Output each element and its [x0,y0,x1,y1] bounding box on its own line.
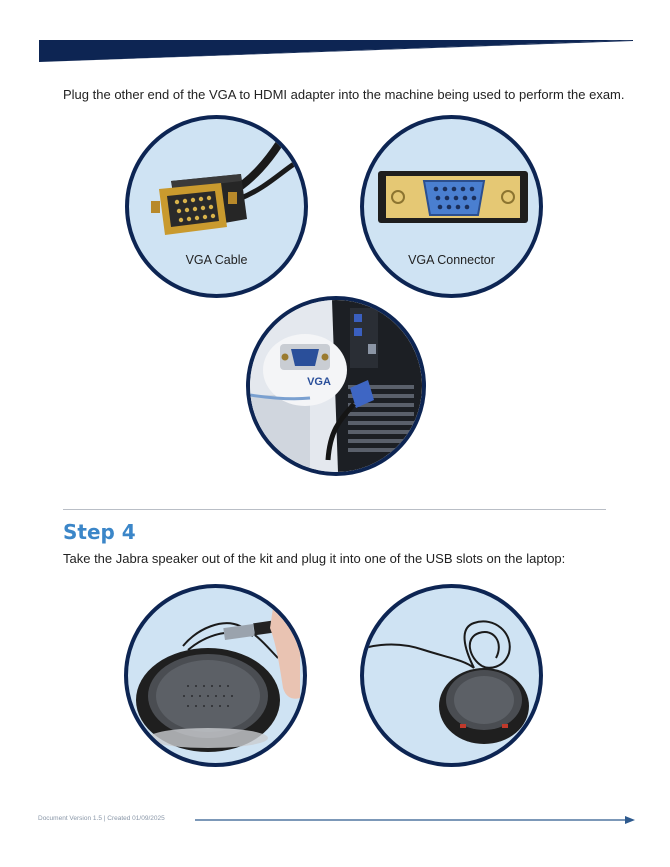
section-divider [63,509,606,510]
vga-cable-figure [125,115,308,298]
jabra-speaker-plugging-figure [124,584,307,767]
vga-cable-icon [129,119,304,294]
vga-connector-caption: VGA Connector [408,253,495,267]
vga-connector-icon [364,119,539,294]
jabra-speaker-connected-figure [360,584,543,767]
header-banner [39,40,633,62]
vga-port-photo-figure [246,296,426,476]
footer-document-version: Document Version 1.5 | Created 01/09/2025 [38,815,165,822]
vga-cable-caption: VGA Cable [185,253,248,267]
vga-port-label: VGA [307,376,331,388]
intro-paragraph: Plug the other end of the VGA to HDMI adapter into the machine being used to perform the exam. [63,87,625,102]
footer-arrow-line [195,815,635,825]
jabra-speaker-cable-icon [364,588,539,763]
vga-connector-figure [360,115,543,298]
jabra-speaker-icon [128,588,303,763]
step-4-heading: Step 4 [63,520,136,544]
step-4-paragraph: Take the Jabra speaker out of the kit and plug it into one of the USB slots on the laptop: [63,551,566,566]
